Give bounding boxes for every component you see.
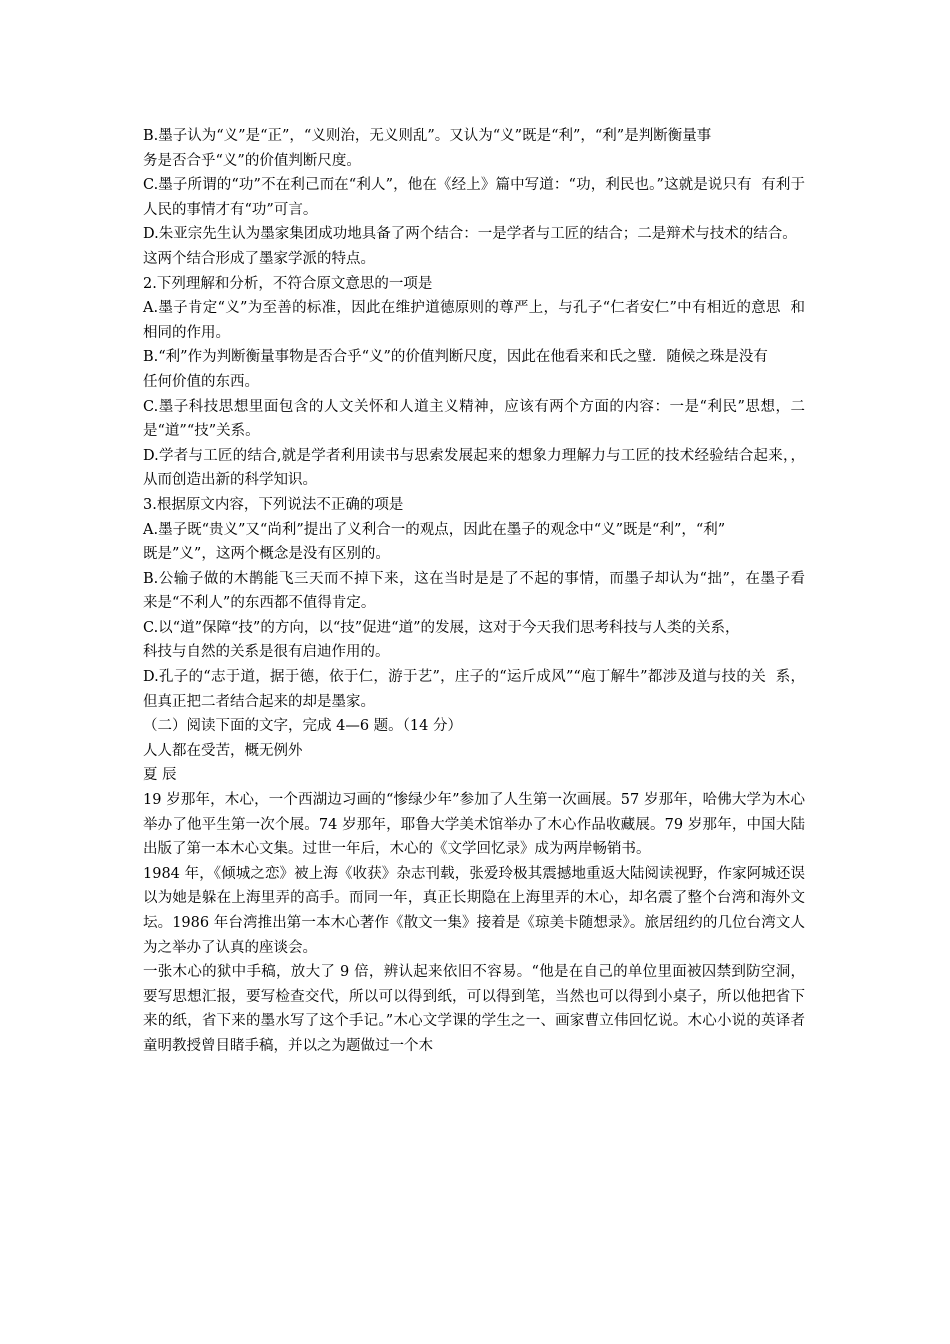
text-line: 务是否合乎“义”的价值判断尺度。 — [143, 152, 361, 169]
text-line: A.墨子肯定“义”为至善的标准，因此在维护道德原则的尊严上，与孔子“仁者安仁”中有相近的意思 和相同的作用。 — [143, 300, 805, 341]
text-line: D.学者与工匠的结合,就是学者利用读书与思索发展起来的想象力理解力与工匠的技术经验结合起来，， 从而创造出新的科学知识。 — [143, 447, 815, 489]
article-author: 夏 辰 — [143, 767, 177, 784]
text-line: 这两个结合形成了墨家学派的特点。 — [143, 250, 375, 267]
article-paragraph: 一张木心的狱中手稿，放大了 9 倍，辨认起来依旧不容易。“他是在自己的单位里面被囚禁到防空洞，要写思想汇报，要写检查交代，所以可以得到纸，可以得到笔，当然也可以得到小桌子，所以他把省下来的纸，省下来的墨水写了这个手记。”木心文学课的学生之一、画家曹立伟回忆说。木心小说的英译者童明教授曾目睹手稿，并以之为题做过一个木 — [143, 964, 805, 1054]
text-line: B.墨子认为“义”是“正”，“义则治，无义则乱”。又认为“义”既是“利”，“利”是判断衡量事 — [143, 128, 712, 144]
text-line: C.以“道”保障“技”的方向，以“技”促进“道”的发展，这对于今天我们思考科技与人类的关系， — [143, 619, 740, 636]
text-line: A.墨子既“贵义”又“尚利”提出了义利合一的观点，因此在墨子的观念中“义”既是“利”，“利” — [143, 521, 726, 538]
text-line: B.“利”作为判断衡量事物是否合乎“义”的价值判断尺度，因此在他看来和氏之璧．随候之珠是没有 — [143, 349, 768, 366]
document-page — [143, 124, 815, 1059]
text-line: 既是”义”，这两个概念是没有区别的。 — [143, 546, 390, 563]
text-line: D.朱亚宗先生认为墨家集团成功地具备了两个结合：一是学者与工匠的结合；二是辩术与技术的结合。 — [143, 226, 797, 243]
article-paragraph: 19 岁那年，木心，一个西湖边习画的“惨绿少年”参加了人生第一次画展。57 岁那年，哈佛大学为木心举办了他平生第一次个展。74 岁那年，耶鲁大学美术馆举办了木心作品收藏展。79 岁那年，中国大陆出版了第一本木心文集。过世一年后，木心的《文学回忆录》成为两岸畅销书。 — [143, 792, 805, 858]
section-heading: （二）阅读下面的文字，完成 4—6 题。（14 分） — [143, 718, 462, 735]
text-line: 任何价值的东西。 — [143, 373, 259, 390]
question-heading: 2.下列理解和分析，不符合原文意思的一项是 — [143, 275, 433, 292]
text-line: D.孔子的“志于道，据于德，依于仁，游于艺”，庄子的“运斤成风”“庖丁解牛”都涉及道与技的关 系，但真正把二者结合起来的却是墨家。 — [143, 669, 805, 710]
text-line: 科技与自然的关系是很有启迪作用的。 — [143, 644, 390, 661]
question-heading: 3.根据原文内容，下列说法不正确的项是 — [143, 496, 404, 513]
text-line: B.公输子做的木鹊能飞三天而不掉下来，这在当时是是了不起的事情，而墨子却认为“拙”，在墨子看 来是“不利人”的东西都不值得肯定。 — [143, 570, 815, 612]
text-line: C.墨子科技思想里面包含的人文关怀和人道主义精神，应该有两个方面的内容：一是“利民”思想，二 是“道”“技”关系。 — [143, 398, 815, 440]
article-title: 人人都在受苦，概无例外 — [143, 742, 303, 759]
text-line: C.墨子所谓的“功”不在利己而在“利人”，他在《经上》篇中写道：“功，利民也。”这就是说只有 有利于人民的事情才有“功”可言。 — [143, 177, 805, 218]
article-paragraph: 1984 年，《倾城之恋》被上海《收获》杂志刊载，张爱玲极其震撼地重返大陆阅读视野，作家阿城还误以为她是躲在上海里弄的高手。而同一年，真正长期隐在上海里弄的木心，却名震了整个台湾和海外文坛。1986 年台湾推出第一本木心著作《散文一集》接着是《琼美卡随想录》。旅居纽约的几位台湾文人为之举办了认真的座谈会。 — [143, 865, 805, 956]
